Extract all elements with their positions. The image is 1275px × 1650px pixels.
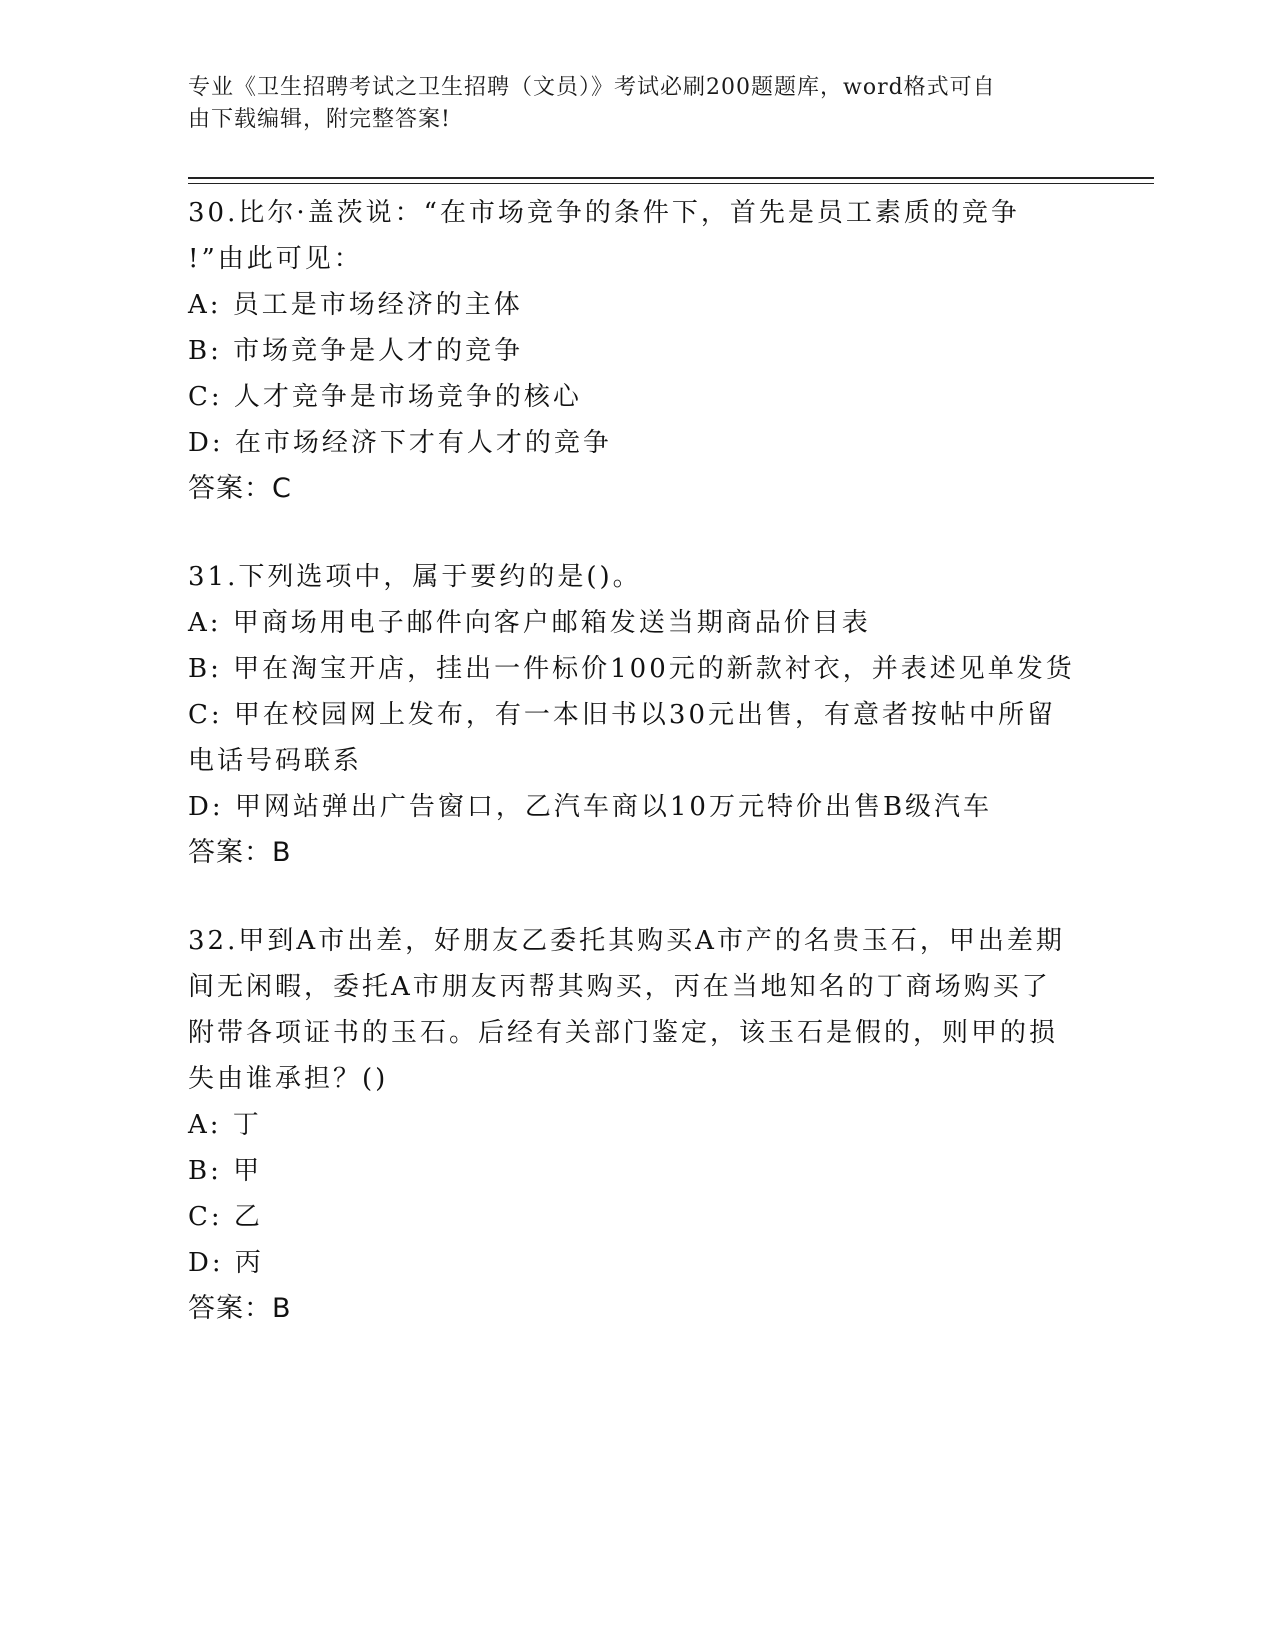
option-d: D: 甲网站弹出广告窗口，乙汽车商以10万元特价出售B级汽车 [188, 792, 993, 822]
question-stem-line: !”由此可见： [188, 244, 363, 274]
question-stem-line: 32.甲到A市出差，好朋友乙委托其购买A市产的名贵玉石，甲出差期 [188, 926, 1065, 956]
question-31 [188, 554, 1088, 876]
question-stem-line: 30.比尔·盖茨说：“在市场竞争的条件下，首先是员工素质的竞争 [188, 198, 1020, 228]
question-stem-line: 附带各项证书的玉石。后经有关部门鉴定，该玉石是假的，则甲的损 [188, 1018, 1059, 1048]
option-b: B: 市场竞争是人才的竞争 [188, 336, 524, 366]
option-d: D: 丙 [188, 1248, 264, 1278]
option-c-continued: 电话号码联系 [188, 746, 363, 776]
header-line-2: 由下载编辑，附完整答案! [188, 107, 451, 132]
header-line-1: 专业《卫生招聘考试之卫生招聘（文员）》考试必刷200题题库，word格式可自 [188, 75, 996, 100]
option-a: A: 员工是市场经济的主体 [188, 290, 523, 320]
option-a: A: 丁 [188, 1110, 262, 1140]
question-32 [188, 918, 1088, 1332]
answer-label: 答案：B [188, 837, 292, 868]
option-b: B: 甲 [188, 1156, 263, 1186]
option-c: C: 人才竞争是市场竞争的核心 [188, 382, 582, 412]
answer-label: 答案：B [188, 1293, 292, 1324]
option-c: C: 甲在校园网上发布，有一本旧书以30元出售，有意者按帖中所留 [188, 700, 1057, 730]
question-stem-line: 失由谁承担？() [188, 1064, 389, 1094]
answer-label: 答案：C [188, 473, 292, 504]
header-divider-thick [188, 177, 1154, 179]
option-c: C: 乙 [188, 1202, 263, 1232]
question-list [188, 190, 1088, 1374]
header-divider-thin [188, 183, 1154, 184]
question-30 [188, 190, 1088, 512]
option-b: B: 甲在淘宝开店，挂出一件标价100元的新款衬衣，并表述见单发货 [188, 654, 1075, 684]
document-header [188, 72, 1068, 136]
option-d: D: 在市场经济下才有人才的竞争 [188, 428, 612, 458]
question-stem-line: 31.下列选项中，属于要约的是()。 [188, 562, 642, 592]
option-a: A: 甲商场用电子邮件向客户邮箱发送当期商品价目表 [188, 608, 871, 638]
question-stem-line: 间无闲暇，委托A市朋友丙帮其购买，丙在当地知名的丁商场购买了 [188, 972, 1051, 1002]
